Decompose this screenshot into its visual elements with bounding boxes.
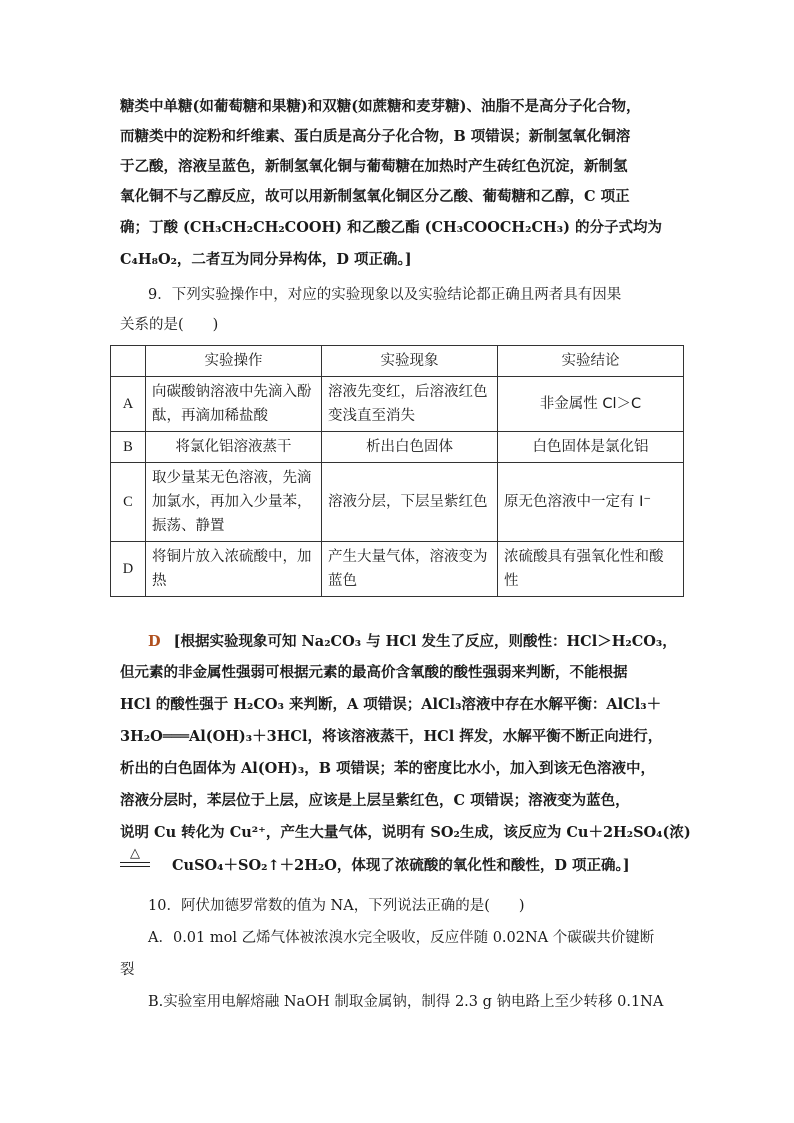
question-10-option-b: B.实验室用电解熔融 NaOH 制取金属钠，制得 2.3 g 钠电路上至少转移 0.1NA [148, 994, 664, 1010]
row-phenomenon: 溶液分层，下层呈紫红色 [322, 463, 498, 542]
answer-letter: D [148, 633, 161, 650]
row-operation: 向碳酸钠溶液中先滴入酚酞，再滴加稀盐酸 [146, 377, 322, 432]
row-label: D [111, 542, 146, 597]
row-conclusion: 非金属性 Cl＞C [498, 377, 684, 432]
equals-bar [120, 862, 150, 867]
table-header-phenomenon: 实验现象 [322, 346, 498, 377]
table-header-blank [111, 346, 146, 377]
table-row [111, 542, 684, 597]
table-header-operation: 实验操作 [146, 346, 322, 377]
answer-9-line-1 [148, 632, 677, 652]
row-conclusion: 原无色溶液中一定有 I⁻ [498, 463, 684, 542]
prev-explanation-line-6: C₄H₈O₂，二者互为同分异构体，D 项正确。] [120, 251, 412, 268]
row-phenomenon: 产生大量气体，溶液变为蓝色 [322, 542, 498, 597]
prev-explanation-line-1: 糖类中单糖(如葡萄糖和果糖)和双糖(如蔗糖和麦芽糖)、油脂不是高分子化合物， [120, 98, 641, 115]
answer-9-line-6: 溶液分层时，苯层位于上层，应该是上层呈紫红色，C 项错误；溶液变为蓝色， [120, 792, 630, 809]
question-10-stem: 10．阿伏加德罗常数的值为 NA，下列说法正确的是( ) [148, 898, 525, 914]
table-row [111, 377, 684, 432]
row-label: C [111, 463, 146, 542]
prev-explanation-line-4: 氧化铜不与乙醇反应，故可以用新制氢氧化铜区分乙酸、葡萄糖和乙醇，C 项正 [120, 188, 630, 205]
answer-9-line-5: 析出的白色固体为 Al(OH)₃，B 项错误；苯的密度比水小，加入到该无色溶液中， [120, 760, 656, 777]
row-phenomenon: 溶液先变红，后溶液红色变浅直至消失 [322, 377, 498, 432]
row-operation: 将氯化铝溶液蒸干 [146, 432, 322, 463]
row-phenomenon: 析出白色固体 [322, 432, 498, 463]
table-row [111, 463, 684, 542]
row-conclusion: 浓硫酸具有强氧化性和酸性 [498, 542, 684, 597]
answer-9-text: [根据实验现象可知 Na₂CO₃ 与 HCl 发生了反应，则酸性：HCl＞H₂CO₃， [173, 633, 677, 650]
question-9-stem-line-1: 9．下列实验操作中，对应的实验现象以及实验结论都正确且两者具有因果 [148, 287, 622, 303]
table-header-conclusion: 实验结论 [498, 346, 684, 377]
answer-9-line-2: 但元素的非金属性强弱可根据元素的最高价含氧酸的酸性强弱来判断，不能根据 [120, 664, 628, 681]
prev-explanation-line-2: 而糖类中的淀粉和纤维素、蛋白质是高分子化合物，B 项错误；新制氢氧化铜溶 [120, 128, 631, 145]
heating-condition-mark [120, 848, 150, 867]
prev-explanation-line-5: 确；丁酸 (CH₃CH₂CH₂COOH) 和乙酸乙酯 (CH₃COOCH₂CH₃) 的分子式均为 [120, 219, 662, 236]
row-label: A [111, 377, 146, 432]
question-10-option-a-line-1: A．0.01 mol 乙烯气体被浓溴水完全吸收，反应伴随 0.02NA 个碳碳共价键断 [148, 930, 655, 946]
row-operation: 取少量某无色溶液，先滴加氯水，再加入少量苯，振荡、静置 [146, 463, 322, 542]
row-label: B [111, 432, 146, 463]
question-10-option-a-line-2: 裂 [120, 962, 135, 978]
heating-triangle-icon: △ [130, 846, 140, 861]
table-row [111, 432, 684, 463]
answer-9-line-3: HCl 的酸性强于 H₂CO₃ 来判断，A 项错误；AlCl₃溶液中存在水解平衡：AlCl₃＋ [120, 696, 662, 713]
table-header-row [111, 346, 684, 377]
row-conclusion: 白色固体是氯化铝 [498, 432, 684, 463]
prev-explanation-line-3: 于乙酸，溶液呈蓝色，新制氢氧化铜与葡萄糖在加热时产生砖红色沉淀，新制氢 [120, 158, 628, 175]
question-9-stem-line-2: 关系的是( ) [120, 317, 219, 333]
answer-9-line-8: CuSO₄＋SO₂↑＋2H₂O，体现了浓硫酸的氧化性和酸性，D 项正确。] [172, 857, 630, 874]
answer-9-line-7: 说明 Cu 转化为 Cu²⁺，产生大量气体，说明有 SO₂生成，该反应为 Cu＋2H₂SO₄(浓) [120, 824, 691, 841]
answer-9-line-4: 3H₂O═══Al(OH)₃＋3HCl，将该溶液蒸干，HCl 挥发，水解平衡不断正向进行， [120, 728, 663, 745]
row-operation: 将铜片放入浓硫酸中，加热 [146, 542, 322, 597]
experiment-table [110, 345, 684, 597]
